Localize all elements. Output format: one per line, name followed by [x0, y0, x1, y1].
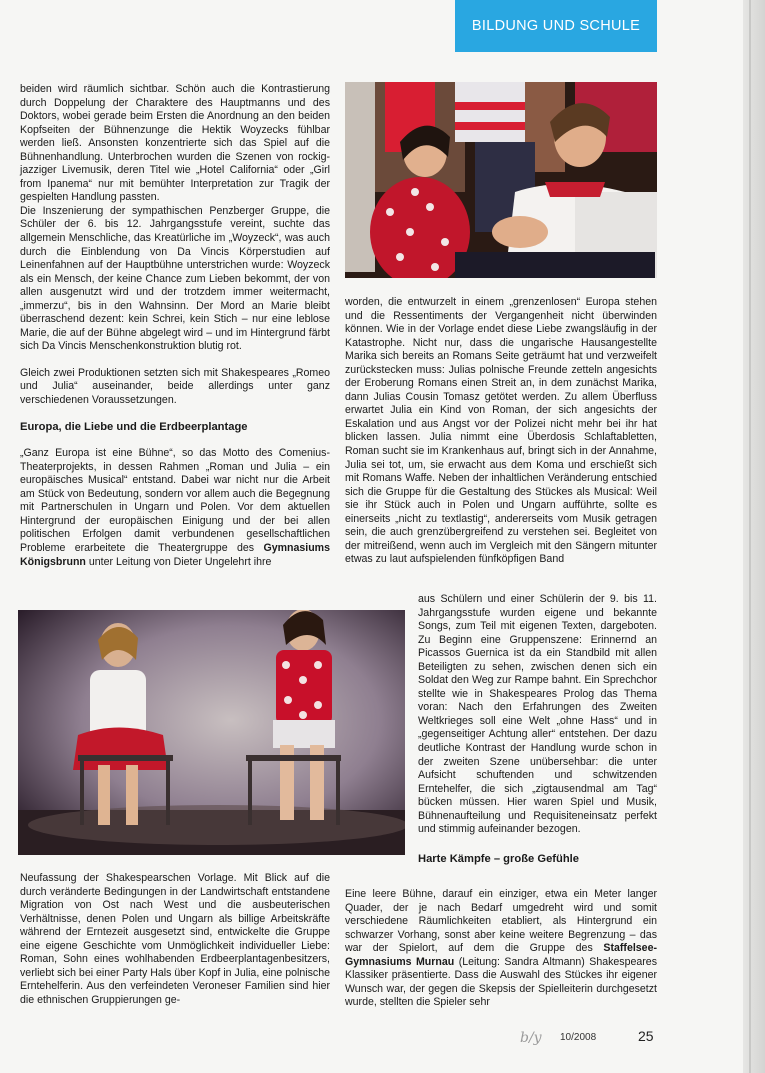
page-number: 25 [638, 1028, 654, 1044]
text-run: unter Leitung von Dieter Ungelehrt ihre [85, 555, 272, 568]
paragraph: Neufassung der Shakespearschen Vorlage. Mit Blick auf die durch veränderte Bedingungen in der Landwirtschaft entstandene Migration von Ost nach West und die ausbeuterischen Verhältnisse, denen Polen und Ungarn als billige Arbeitskräfte während der Erntezeit ausgesetzt sind, entwickelte die Gruppe eine eigene Geschichte vom Unmöglichkeit individueller Liebe: Roman, Sohn eines wohlhabenden Erdbeerplantagenbesitzers, verliebt sich bei einer Party Hals über Kopf in Julia, eine polnische Erntehelferin. Aus den verfeindeten Veroneser Familien sind hier die ethnischen Gruppierungen ge- [20, 872, 330, 1006]
article-column-2-wrap [418, 593, 657, 866]
article-column-2-lower [345, 888, 657, 1010]
paragraph: worden, die entwurzelt in einem „grenzenlosen“ Europa stehen und die Ressentiments der Vergangenheit nicht überwinden können. Wie in der Vorlage endet diese Liebe zwangsläufig in der Katastrophe. Nicht nur, dass die ungarische Hausangestellte Marika sich bereits an Romans Seite geträumt hat und verzweifelt zurückstecken muss: Julias polnische Freunde zetteln angesichts der Eroberung Romans einen Streit an, in dem zunächst Marika, dann Julias Cousin Tomasz getötet werden. Zu allem Überfluss erwartet Julia ein Kind von Roman, der sich angesichts der Eskalation und aus Angst vor der Polizei nicht mehr bei ihr hat blicken lassen. Julia nimmt eine Überdosis Schlaftabletten, Roman sucht sie im Krankenhaus auf, bringt sich in der Annahme, Julia sei tot, um, sie erwacht aus dem Koma und erschießt sich mit Romans Waffe. Neben der inhaltlichen Veränderung entschied sich die Gruppe für die Gestaltung des Stückes als Musical: Weil sie ihr Stück auch in Polen und Ungarn aufführte, sollte es einerseits „nicht zu textlastig“, andererseits vom Musik getragen sein, die auch grenzübergreifend zu verstehen sei. Begleitet von der mitreißend, wenn auch im Vergleich mit den Sängern mitunter etwas zu laut aufspielenden fünfköpfigen Band [345, 296, 657, 566]
issue-number: 10/2008 [560, 1032, 597, 1043]
page-edge [743, 0, 765, 1073]
section-heading: Harte Kämpfe – große Gefühle [418, 852, 580, 865]
page-fold-line [749, 0, 751, 1073]
paragraph: Gleich zwei Produktionen setzten sich mit Shakespeares „Romeo und Julia“ auseinander, beide allerdings unter ganz verschiedenen Voraussetzungen. [20, 366, 330, 407]
section-title: BILDUNG UND SCHULE [471, 18, 641, 34]
section-header-tab [455, 0, 657, 52]
article-column-1 [20, 83, 330, 569]
paragraph: beiden wird räumlich sichtbar. Schön auch die Kontrastierung durch Doppelung der Charaktere des Hauptmanns und des Doktors, wobei gerade beim Ersten die Anordnung an den beiden Kopfseiten der Bühnenzunge die Hektik Woyzecks fühlbar werden ließ. Ansonsten konzentrierte sich das Spiel auf die Bühnenhandlung. Unterbrochen wurden die Szenen von rockig-jazziger Livemusik, deren Titel wie „Hotel California“ oder „Girl from Ipanema“ nur mit bemühter Interpretation zur Tragik der gespielten Handlung passten. [20, 83, 330, 204]
school-name: Gymnasiums Königsbrunn [20, 541, 330, 568]
text-run: „Ganz Europa ist eine Bühne“, so das Motto des Comenius-Theaterprojekts, in dessen Rahmen „Roman und Julia – ein europäisches Musical“ entstand. Dabei war nicht nur die Arbeit am Stück von Bedeutung, sondern vor allem auch die Begegnung mit Partnerschulen in Ungarn und Polen. Vor dem aktuellen Hintergrund der europäischen Einigung und der bei allen politischen Erfolgen damit verbundenen gesellschaftlichen Probleme erarbeitete die Theatergruppe des [20, 447, 330, 554]
paragraph [345, 888, 657, 1010]
text-run: (Leitung: Sandra Altmann) Shakespeares Klassiker präsentierte. Dass die Auswahl des Stückes ihr eigener Wunsch war, der gegen die Skepsis der Spielleiterin durchgesetzt wurde, stellten die Spieler sehr [345, 955, 657, 1009]
section-heading: Europa, die Liebe und die Erdbeerplantage [20, 420, 248, 433]
school-name: Staffelsee-Gymnasiums Murnau [345, 942, 657, 968]
paragraph: aus Schülern und einer Schülerin der 9. bis 11. Jahrgangsstufe wurden eigene und bekannte Songs, zum Teil mit eigenen Texten, dargeboten. Zu Beginn eine Gruppenszene: Erinnernd an Picassos Guernica ist da ein Standbild mit allen Beteiligten zu sehen, zwischen denen sich ein Soldat den Weg zur Rampe bahnt. Ein Sprechchor stellte wie in Shakespeares Prolog das Thema voran: Nach den Erfahrungen des Zweiten Weltkrieges soll eine Welt „ohne Hass“ und in „gegenseitiger Achtung aller“ entstehen. Der dazu deutliche Kontrast der Handlung wurde schon in der zweiten Szene unübersehbar: die unter Aufsicht schuftenden und schwitzenden Erntehelfer, die sich „zigtausendmal am Tag“ bücken müssen. Hier waren Spiel und Musik, Bühnenaufteilung und Requisiteneinsatz perfekt und stimmig aufeinander bezogen. [418, 593, 657, 836]
photo-stage-scene-couple [345, 82, 657, 278]
photo-stage-two-women [18, 610, 405, 855]
article-column-2 [345, 296, 657, 567]
paragraph [20, 447, 330, 569]
article-column-1-lower [20, 872, 330, 1007]
magazine-logo: b/y [520, 1030, 542, 1046]
text-run: Eine leere Bühne, darauf ein einziger, etwa ein Meter langer Quader, der je nach Bedarf umgedreht wird und somit verschiedene Räumlichkeiten etabliert, als Hintergrund ein schwarzer Vorhang, sonst aber keine weitere Begrenzung – das war der Spielort, auf dem die Gruppe des [345, 888, 657, 955]
paragraph: Die Inszenierung der sympathischen Penzberger Gruppe, die Schüler der 6. bis 12. Jahrgangsstufe vereint, suchte das allgemein Menschliche, das Kreatürliche im „Woyzeck“, was auch durch die Einblendung von Da Vincis Körperstudien auf Leinenfahnen auf der Hauptbühne unterstrichen wurde: Woyzeck als ein Mensch, der keine Chance zum Lieben bekommt, der von allen ausgenutzt wird und der trotzdem immer weitermacht, „immerzu“, bis in den Wahnsinn. Der Mord an Marie bleibt überraschend dezent: kein Schrei, kein Stich – nur eine leblose Marie, die auf der Bühne abgelegt wird – und im Hintergrund färbt sich Da Vincis Menschenkonstruktion blutig rot. [20, 204, 330, 353]
